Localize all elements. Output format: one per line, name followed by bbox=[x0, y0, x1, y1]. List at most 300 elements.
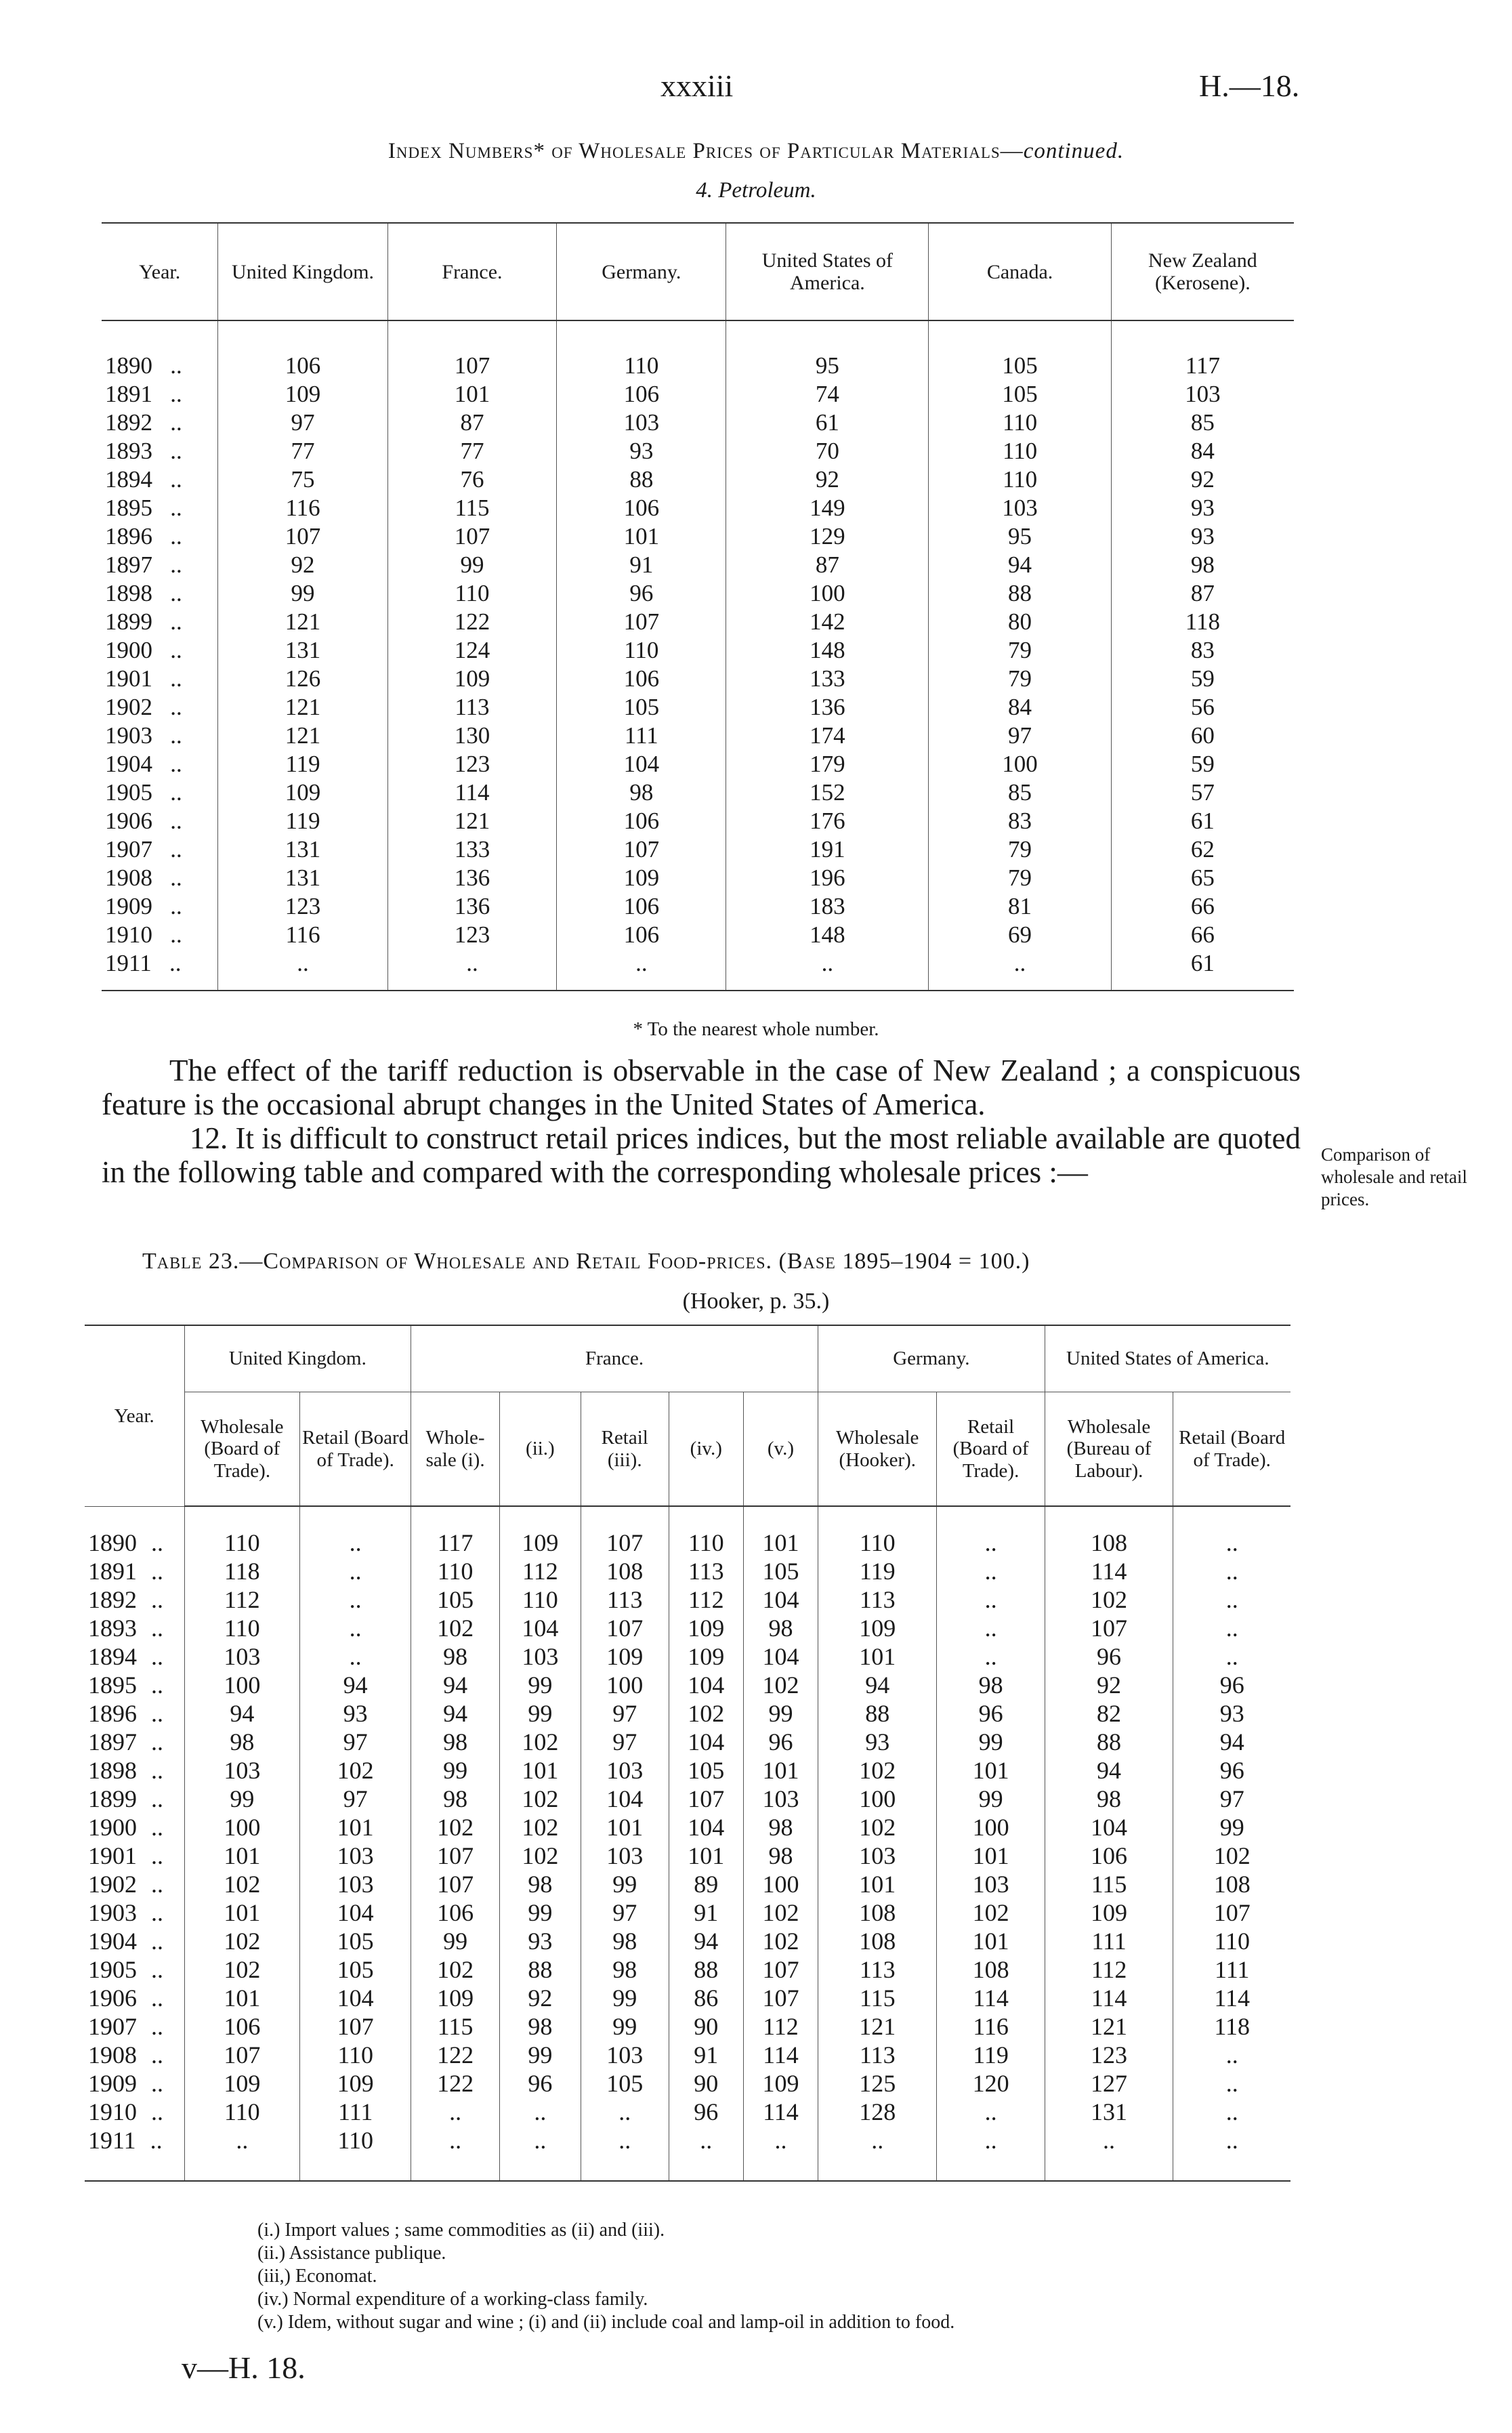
value-cell: 121 bbox=[818, 2012, 937, 2041]
year-label: 1911 bbox=[105, 950, 152, 976]
value-cell: 99 bbox=[500, 1699, 581, 1728]
value-cell: 103 bbox=[500, 1642, 581, 1671]
margin-note: Comparison of wholesale and retail prices. bbox=[1321, 1144, 1467, 1209]
value-cell: 100 bbox=[184, 1813, 300, 1842]
value-cell: 100 bbox=[937, 1813, 1045, 1842]
year-cell bbox=[85, 2126, 184, 2181]
value-cell: 79 bbox=[929, 835, 1111, 864]
year-label: 1908 bbox=[88, 2041, 137, 2068]
year-cell bbox=[102, 835, 218, 864]
leader-dots: .. bbox=[170, 893, 182, 919]
table23-title: Table 23.—Comparison of Wholesale and Retail Food-prices. (Base 1895–1904 = 100.) bbox=[142, 1249, 1030, 1274]
value-cell: 88 bbox=[818, 1699, 937, 1728]
subcolumn-header: (iv.) bbox=[669, 1392, 743, 1507]
value-cell: 74 bbox=[726, 380, 929, 409]
leader-dots: .. bbox=[151, 2041, 163, 2068]
table-row bbox=[102, 892, 1294, 921]
table1-title bbox=[0, 139, 1512, 164]
value-cell: 99 bbox=[581, 1984, 669, 2012]
value-cell: 96 bbox=[1173, 1756, 1290, 1785]
value-cell: 109 bbox=[1045, 1898, 1173, 1927]
year-cell bbox=[85, 1699, 184, 1728]
subcolumn-header: Retail (iii). bbox=[581, 1392, 669, 1507]
leader-dots: .. bbox=[170, 779, 182, 806]
year-label: 1891 bbox=[88, 1558, 137, 1585]
table-row bbox=[102, 864, 1294, 892]
value-cell: 123 bbox=[1045, 2041, 1173, 2069]
subcolumn-header: Wholesale (Bureau of Labour). bbox=[1045, 1392, 1173, 1507]
value-cell: 101 bbox=[818, 1642, 937, 1671]
value-cell: 96 bbox=[1173, 1671, 1290, 1699]
value-cell: 113 bbox=[387, 693, 557, 722]
value-cell: 109 bbox=[743, 2069, 818, 2098]
value-cell: 104 bbox=[500, 1614, 581, 1642]
value-cell: 107 bbox=[743, 1984, 818, 2012]
value-cell: 56 bbox=[1111, 693, 1294, 722]
value-cell: 99 bbox=[581, 2012, 669, 2041]
value-cell: 113 bbox=[818, 1585, 937, 1614]
year-cell bbox=[102, 949, 218, 991]
value-cell: .. bbox=[300, 1506, 411, 1557]
value-cell: 103 bbox=[184, 1756, 300, 1785]
value-cell: .. bbox=[1173, 2041, 1290, 2069]
value-cell: 77 bbox=[218, 437, 387, 465]
column-header: Germany. bbox=[557, 223, 726, 320]
value-cell: 131 bbox=[218, 636, 387, 665]
year-label: 1898 bbox=[105, 580, 152, 606]
table-row bbox=[102, 494, 1294, 522]
value-cell: 114 bbox=[1173, 1984, 1290, 2012]
value-cell: 102 bbox=[818, 1756, 937, 1785]
year-label: 1892 bbox=[88, 1586, 137, 1613]
value-cell: .. bbox=[300, 1585, 411, 1614]
table-row bbox=[102, 665, 1294, 693]
year-label: 1893 bbox=[88, 1615, 137, 1642]
value-cell: 94 bbox=[929, 551, 1111, 579]
value-cell: 106 bbox=[184, 2012, 300, 2041]
group-header: United Kingdom. bbox=[184, 1325, 411, 1392]
value-cell: 99 bbox=[184, 1785, 300, 1813]
year-header: Year. bbox=[85, 1325, 184, 1506]
value-cell: 99 bbox=[937, 1728, 1045, 1756]
value-cell: 109 bbox=[557, 864, 726, 892]
value-cell: 110 bbox=[184, 2098, 300, 2126]
year-label: 1906 bbox=[88, 1984, 137, 2012]
year-cell bbox=[85, 2098, 184, 2126]
leader-dots: .. bbox=[170, 381, 182, 407]
year-label: 1902 bbox=[105, 694, 152, 720]
year-cell bbox=[102, 864, 218, 892]
value-cell: 110 bbox=[1173, 1927, 1290, 1955]
leader-dots: .. bbox=[151, 1899, 163, 1926]
value-cell: 110 bbox=[929, 409, 1111, 437]
value-cell: 109 bbox=[300, 2069, 411, 2098]
value-cell: 115 bbox=[1045, 1870, 1173, 1898]
value-cell: 109 bbox=[218, 380, 387, 409]
leader-dots: .. bbox=[170, 836, 182, 862]
year-label: 1907 bbox=[105, 836, 152, 862]
value-cell: .. bbox=[1173, 2069, 1290, 2098]
leader-dots: .. bbox=[151, 2098, 163, 2125]
value-cell: 174 bbox=[726, 722, 929, 750]
value-cell: .. bbox=[557, 949, 726, 991]
value-cell: 99 bbox=[500, 1671, 581, 1699]
value-cell: 106 bbox=[411, 1898, 500, 1927]
value-cell: 93 bbox=[818, 1728, 937, 1756]
value-cell: 191 bbox=[726, 835, 929, 864]
year-label: 1908 bbox=[105, 865, 152, 891]
value-cell: 93 bbox=[500, 1927, 581, 1955]
value-cell: 98 bbox=[557, 778, 726, 807]
leader-dots: .. bbox=[151, 1671, 163, 1699]
value-cell: 91 bbox=[557, 551, 726, 579]
value-cell: 106 bbox=[557, 921, 726, 949]
value-cell: 109 bbox=[669, 1614, 743, 1642]
value-cell: 112 bbox=[184, 1585, 300, 1614]
value-cell: 98 bbox=[411, 1642, 500, 1671]
value-cell: 102 bbox=[743, 1671, 818, 1699]
table-row bbox=[85, 1842, 1290, 1870]
leader-dots: .. bbox=[151, 1785, 163, 1812]
table-row bbox=[102, 320, 1294, 380]
value-cell: .. bbox=[1045, 2126, 1173, 2181]
table-row bbox=[85, 1984, 1290, 2012]
year-cell bbox=[102, 807, 218, 835]
year-cell bbox=[102, 380, 218, 409]
year-cell bbox=[102, 437, 218, 465]
table-row bbox=[85, 2126, 1290, 2181]
value-cell: 95 bbox=[726, 320, 929, 380]
subcolumn-header: Wholesale (Board of Trade). bbox=[184, 1392, 300, 1507]
value-cell: 103 bbox=[1111, 380, 1294, 409]
year-cell bbox=[85, 2012, 184, 2041]
table-row bbox=[85, 2041, 1290, 2069]
value-cell: 96 bbox=[1045, 1642, 1173, 1671]
value-cell: 124 bbox=[387, 636, 557, 665]
year-cell bbox=[85, 2041, 184, 2069]
year-label: 1893 bbox=[105, 438, 152, 464]
leader-dots: .. bbox=[151, 1529, 163, 1556]
value-cell: .. bbox=[218, 949, 387, 991]
year-label: 1895 bbox=[105, 495, 152, 521]
value-cell: 102 bbox=[411, 1955, 500, 1984]
table-row bbox=[85, 1671, 1290, 1699]
value-cell: 102 bbox=[184, 1927, 300, 1955]
value-cell: 103 bbox=[929, 494, 1111, 522]
value-cell: 104 bbox=[669, 1728, 743, 1756]
year-cell bbox=[85, 1642, 184, 1671]
value-cell: 112 bbox=[1045, 1955, 1173, 1984]
subcolumn-header: Whole-sale (i). bbox=[411, 1392, 500, 1507]
value-cell: 119 bbox=[818, 1557, 937, 1585]
value-cell: 111 bbox=[1173, 1955, 1290, 1984]
value-cell: 102 bbox=[184, 1955, 300, 1984]
value-cell: 121 bbox=[218, 693, 387, 722]
value-cell: 99 bbox=[411, 1927, 500, 1955]
value-cell: 113 bbox=[581, 1585, 669, 1614]
value-cell: 102 bbox=[937, 1898, 1045, 1927]
value-cell: 95 bbox=[929, 522, 1111, 551]
column-header: Canada. bbox=[929, 223, 1111, 320]
value-cell: 114 bbox=[743, 2098, 818, 2126]
value-cell: .. bbox=[937, 2098, 1045, 2126]
value-cell: 94 bbox=[818, 1671, 937, 1699]
value-cell: 131 bbox=[218, 835, 387, 864]
value-cell: 81 bbox=[929, 892, 1111, 921]
paragraph-tariff-effect: The effect of the tariff reduction is observable in the case of New Zealand ; a conspicuous feature is the occasional abrupt changes in the United States of America. bbox=[102, 1054, 1301, 1121]
value-cell: 110 bbox=[300, 2041, 411, 2069]
value-cell: 79 bbox=[929, 864, 1111, 892]
value-cell: 105 bbox=[581, 2069, 669, 2098]
value-cell: 104 bbox=[1045, 1813, 1173, 1842]
value-cell: 111 bbox=[1045, 1927, 1173, 1955]
year-label: 1898 bbox=[88, 1757, 137, 1784]
subcolumn-header: (ii.) bbox=[500, 1392, 581, 1507]
value-cell: 93 bbox=[1173, 1699, 1290, 1728]
value-cell: 136 bbox=[726, 693, 929, 722]
value-cell: 107 bbox=[581, 1614, 669, 1642]
value-cell: 118 bbox=[184, 1557, 300, 1585]
value-cell: 109 bbox=[669, 1642, 743, 1671]
value-cell: 101 bbox=[184, 1898, 300, 1927]
value-cell: 83 bbox=[1111, 636, 1294, 665]
value-cell: 88 bbox=[500, 1955, 581, 1984]
subcolumn-header: Retail (Board of Trade). bbox=[1173, 1392, 1290, 1507]
value-cell: 121 bbox=[1045, 2012, 1173, 2041]
value-cell: 122 bbox=[387, 608, 557, 636]
table-row bbox=[102, 693, 1294, 722]
value-cell: .. bbox=[1173, 1614, 1290, 1642]
value-cell: 110 bbox=[300, 2126, 411, 2181]
year-label: 1899 bbox=[105, 608, 152, 635]
value-cell: 126 bbox=[218, 665, 387, 693]
footer-signature: v—H. 18. bbox=[182, 2350, 306, 2385]
value-cell: 122 bbox=[411, 2041, 500, 2069]
value-cell: 98 bbox=[743, 1614, 818, 1642]
value-cell: 102 bbox=[500, 1842, 581, 1870]
table-row bbox=[102, 437, 1294, 465]
column-header: France. bbox=[387, 223, 557, 320]
table-note: (i.) Import values ; same commodities as (ii) and (iii). bbox=[257, 2220, 665, 2241]
value-cell: 99 bbox=[581, 1870, 669, 1898]
value-cell: 107 bbox=[411, 1870, 500, 1898]
value-cell: 113 bbox=[818, 2041, 937, 2069]
leader-dots: .. bbox=[151, 2070, 163, 2097]
value-cell: 97 bbox=[581, 1699, 669, 1728]
value-cell: 109 bbox=[218, 778, 387, 807]
value-cell: 104 bbox=[743, 1642, 818, 1671]
value-cell: 102 bbox=[1045, 1585, 1173, 1614]
value-cell: 97 bbox=[581, 1898, 669, 1927]
value-cell: 98 bbox=[743, 1813, 818, 1842]
year-label: 1900 bbox=[105, 637, 152, 663]
value-cell: 110 bbox=[184, 1614, 300, 1642]
value-cell: 114 bbox=[743, 2041, 818, 2069]
leader-dots: .. bbox=[151, 1871, 163, 1898]
value-cell: 108 bbox=[818, 1927, 937, 1955]
value-cell: 97 bbox=[929, 722, 1111, 750]
value-cell: 131 bbox=[1045, 2098, 1173, 2126]
value-cell: 149 bbox=[726, 494, 929, 522]
table-row bbox=[85, 1506, 1290, 1557]
year-cell bbox=[102, 750, 218, 778]
value-cell: .. bbox=[937, 1557, 1045, 1585]
value-cell: 103 bbox=[818, 1842, 937, 1870]
value-cell: 103 bbox=[184, 1642, 300, 1671]
table-note: (ii.) Assistance publique. bbox=[257, 2243, 446, 2264]
value-cell: 107 bbox=[743, 1955, 818, 1984]
leader-dots: .. bbox=[151, 1928, 163, 1955]
leader-dots: .. bbox=[151, 1700, 163, 1727]
value-cell: 92 bbox=[218, 551, 387, 579]
value-cell: 96 bbox=[937, 1699, 1045, 1728]
document-reference: H.—18. bbox=[1199, 68, 1300, 103]
value-cell: 118 bbox=[1173, 2012, 1290, 2041]
column-header: New Zealand (Kerosene). bbox=[1111, 223, 1294, 320]
value-cell: .. bbox=[1173, 1557, 1290, 1585]
value-cell: 87 bbox=[726, 551, 929, 579]
value-cell: 93 bbox=[1111, 494, 1294, 522]
group-header: France. bbox=[411, 1325, 818, 1392]
value-cell: 102 bbox=[411, 1813, 500, 1842]
year-label: 1906 bbox=[105, 808, 152, 834]
value-cell: .. bbox=[1173, 1506, 1290, 1557]
value-cell: 94 bbox=[184, 1699, 300, 1728]
value-cell: 108 bbox=[581, 1557, 669, 1585]
value-cell: 97 bbox=[581, 1728, 669, 1756]
year-cell bbox=[85, 1898, 184, 1927]
year-label: 1904 bbox=[88, 1928, 137, 1955]
value-cell: 107 bbox=[581, 1506, 669, 1557]
value-cell: 88 bbox=[669, 1955, 743, 1984]
leader-dots: .. bbox=[170, 865, 182, 891]
year-label: 1896 bbox=[105, 523, 152, 549]
value-cell: 85 bbox=[929, 778, 1111, 807]
value-cell: 92 bbox=[1111, 465, 1294, 494]
value-cell: 61 bbox=[726, 409, 929, 437]
value-cell: 111 bbox=[557, 722, 726, 750]
table-row bbox=[102, 750, 1294, 778]
value-cell: 119 bbox=[218, 807, 387, 835]
value-cell: 104 bbox=[743, 1585, 818, 1614]
year-label: 1894 bbox=[105, 466, 152, 493]
leader-dots: .. bbox=[170, 352, 182, 379]
table-row bbox=[102, 949, 1294, 991]
year-cell bbox=[85, 1671, 184, 1699]
table-row bbox=[102, 722, 1294, 750]
value-cell: 98 bbox=[500, 2012, 581, 2041]
value-cell: 98 bbox=[1111, 551, 1294, 579]
value-cell: .. bbox=[500, 2098, 581, 2126]
leader-dots: .. bbox=[170, 637, 182, 663]
value-cell: 104 bbox=[300, 1984, 411, 2012]
value-cell: 105 bbox=[300, 1955, 411, 1984]
leader-dots: .. bbox=[170, 466, 182, 493]
leader-dots: .. bbox=[151, 1814, 163, 1841]
value-cell: 121 bbox=[218, 722, 387, 750]
value-cell: 96 bbox=[557, 579, 726, 608]
subcolumn-header: Retail (Board of Trade). bbox=[937, 1392, 1045, 1507]
value-cell: 99 bbox=[1173, 1813, 1290, 1842]
value-cell: 94 bbox=[1045, 1756, 1173, 1785]
value-cell: 101 bbox=[937, 1927, 1045, 1955]
value-cell: .. bbox=[1173, 1642, 1290, 1671]
leader-dots: .. bbox=[170, 921, 182, 948]
value-cell: .. bbox=[411, 2098, 500, 2126]
value-cell: 89 bbox=[669, 1870, 743, 1898]
value-cell: 127 bbox=[1045, 2069, 1173, 2098]
value-cell: 106 bbox=[557, 494, 726, 522]
year-label: 1909 bbox=[105, 893, 152, 919]
value-cell: 101 bbox=[300, 1813, 411, 1842]
value-cell: .. bbox=[929, 949, 1111, 991]
value-cell: 107 bbox=[300, 2012, 411, 2041]
value-cell: 131 bbox=[218, 864, 387, 892]
value-cell: 123 bbox=[218, 892, 387, 921]
year-cell bbox=[102, 693, 218, 722]
table1-title-continued: continued. bbox=[1023, 139, 1125, 163]
table-row bbox=[85, 1813, 1290, 1842]
leader-dots: .. bbox=[170, 523, 182, 549]
table-row bbox=[85, 1870, 1290, 1898]
value-cell: 123 bbox=[387, 750, 557, 778]
value-cell: 85 bbox=[1111, 409, 1294, 437]
value-cell: 112 bbox=[743, 2012, 818, 2041]
value-cell: 103 bbox=[300, 1870, 411, 1898]
group-header: Germany. bbox=[818, 1325, 1045, 1392]
value-cell: 101 bbox=[818, 1870, 937, 1898]
table-row bbox=[85, 2098, 1290, 2126]
value-cell: 136 bbox=[387, 864, 557, 892]
value-cell: 83 bbox=[929, 807, 1111, 835]
table-row bbox=[102, 608, 1294, 636]
table-row bbox=[102, 465, 1294, 494]
group-header: United States of America. bbox=[1045, 1325, 1290, 1392]
leader-dots: .. bbox=[170, 608, 182, 635]
value-cell: 99 bbox=[411, 1756, 500, 1785]
value-cell: 97 bbox=[300, 1728, 411, 1756]
table1-footnote: * To the nearest whole number. bbox=[633, 1018, 879, 1040]
value-cell: 97 bbox=[218, 409, 387, 437]
subcolumn-header: Retail (Board of Trade). bbox=[300, 1392, 411, 1507]
year-label: 1910 bbox=[105, 921, 152, 948]
value-cell: 102 bbox=[500, 1813, 581, 1842]
value-cell: 90 bbox=[669, 2069, 743, 2098]
table-row bbox=[102, 551, 1294, 579]
value-cell: 75 bbox=[218, 465, 387, 494]
table-row bbox=[102, 380, 1294, 409]
value-cell: 105 bbox=[557, 693, 726, 722]
value-cell: 110 bbox=[411, 1557, 500, 1585]
year-label: 1910 bbox=[88, 2098, 137, 2125]
value-cell: 109 bbox=[411, 1984, 500, 2012]
value-cell: 97 bbox=[1173, 1785, 1290, 1813]
value-cell: 118 bbox=[1111, 608, 1294, 636]
value-cell: 103 bbox=[581, 1756, 669, 1785]
value-cell: 109 bbox=[184, 2069, 300, 2098]
table-row bbox=[102, 409, 1294, 437]
year-label: 1904 bbox=[105, 751, 152, 777]
year-cell bbox=[102, 636, 218, 665]
year-label: 1901 bbox=[105, 665, 152, 692]
year-cell bbox=[102, 778, 218, 807]
year-cell bbox=[102, 522, 218, 551]
value-cell: .. bbox=[581, 2098, 669, 2126]
value-cell: 98 bbox=[411, 1785, 500, 1813]
value-cell: 107 bbox=[387, 320, 557, 380]
value-cell: 110 bbox=[929, 437, 1111, 465]
value-cell: 113 bbox=[818, 1955, 937, 1984]
